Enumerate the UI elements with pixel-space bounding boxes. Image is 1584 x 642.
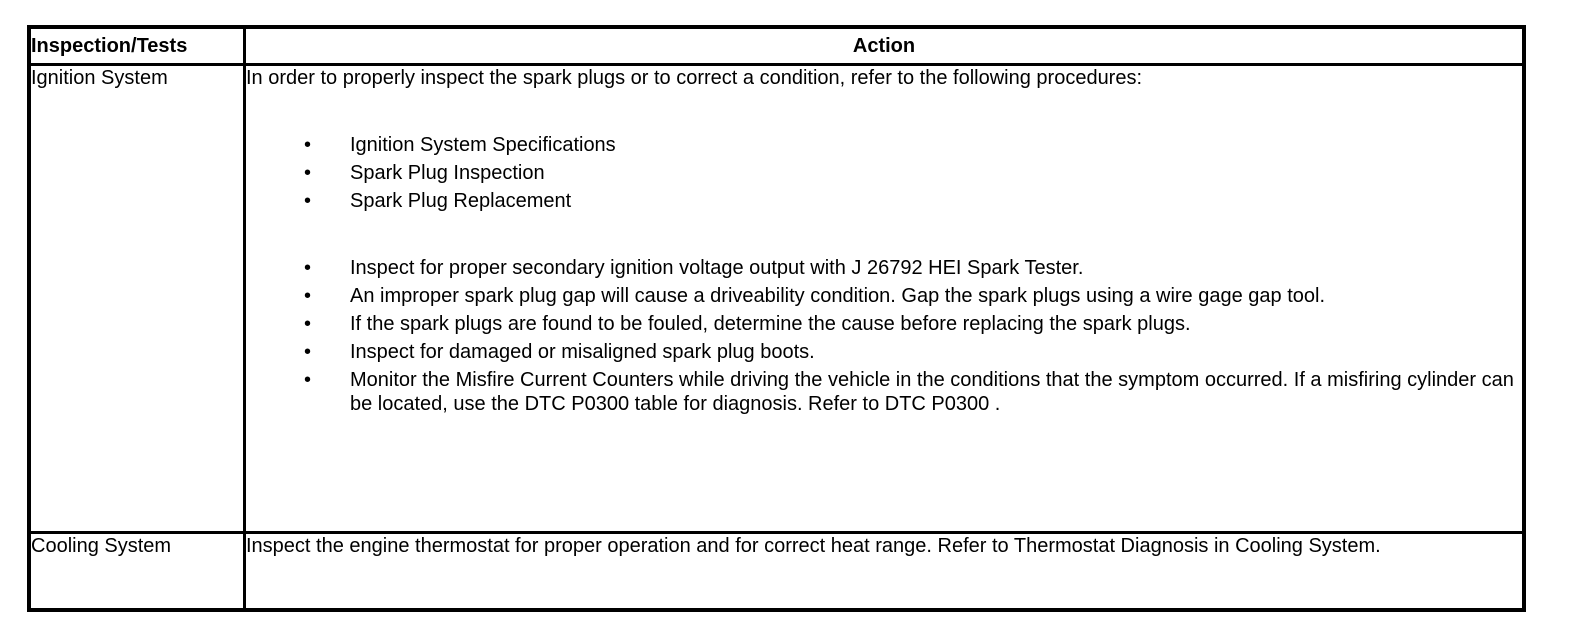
check-item-misfire-counters: • Monitor the Misfire Current Counters while driving the vehicle in the conditions that the symptom occurred. If a misfiring cylinder can be located, use the DTC P0300 table for diagnosis. Refer to DTC P0300 . [350, 368, 1522, 416]
procedure-item-ignition-system-specifications[interactable]: • Ignition System Specifications [350, 133, 1522, 157]
cooling-system-action [245, 533, 1525, 611]
procedure-item-spark-plug-replacement[interactable]: • Spark Plug Replacement [350, 189, 1522, 213]
procedure-link-list [246, 133, 1522, 213]
cooling-action-text: Inspect the engine thermostat for proper operation and for correct heat range. Refer to Thermostat Diagnosis in Cooling System. [246, 535, 1381, 557]
ignition-intro-text: In order to properly inspect the spark plugs or to correct a condition, refer to the following procedures: [246, 67, 1143, 89]
table-row-cooling-system [29, 533, 1524, 611]
cooling-system-label: Cooling System [29, 533, 245, 611]
table-row-ignition-system [29, 65, 1524, 533]
table-header-row [29, 27, 1524, 65]
diagnosis-table [27, 25, 1526, 612]
header-action: Action [245, 27, 1525, 65]
header-inspection-tests: Inspection/Tests [29, 27, 245, 65]
check-item-spark-plug-gap: • An improper spark plug gap will cause a driveability condition. Gap the spark plugs using a wire gage gap tool. [350, 284, 1522, 308]
procedure-item-spark-plug-inspection[interactable]: • Spark Plug Inspection [350, 161, 1522, 185]
check-item-plug-boots: • Inspect for damaged or misaligned spark plug boots. [350, 340, 1522, 364]
check-item-fouled-plugs: • If the spark plugs are found to be fouled, determine the cause before replacing the spark plugs. [350, 312, 1522, 336]
ignition-system-label: Ignition System [29, 65, 245, 533]
check-item-secondary-voltage: • Inspect for proper secondary ignition voltage output with J 26792 HEI Spark Tester. [350, 256, 1522, 280]
ignition-system-action [245, 65, 1525, 533]
ignition-check-list [246, 256, 1522, 416]
